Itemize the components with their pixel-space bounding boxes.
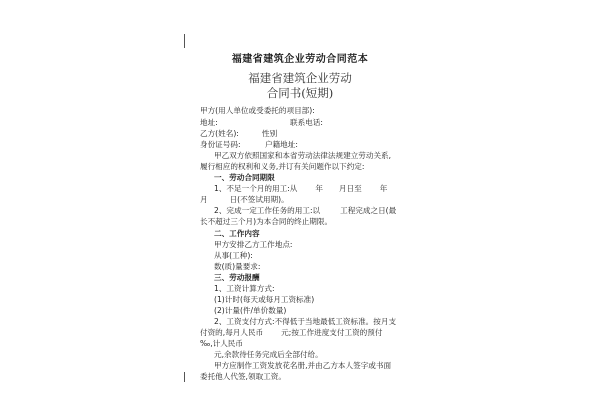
section-2-heading: 二、工作内容 (214, 229, 260, 238)
address-label: 地址: (200, 118, 218, 127)
item-2-line-2: 长不超过三个月)为本合同的终止期限。 (200, 217, 333, 226)
pay-sign-line-2: 委托他人代签,领取工资。 (200, 372, 286, 381)
id-number-label: 身份证号码: (200, 140, 241, 149)
margin-mark-top (184, 34, 185, 48)
section-1-heading: 一、劳动合同期限 (214, 173, 275, 182)
item-2-start: 2、完成一定工作任务的用工:以 (214, 206, 321, 215)
household-label: 户籍地址: (265, 140, 298, 149)
wage-calculation-label: 1、工资计算方式: (214, 284, 275, 293)
document-subtitle-line1: 福建省建筑企业劳动 (248, 71, 352, 85)
contact-phone-label: 联系电话: (290, 118, 323, 127)
item-1-month: 月 (200, 195, 208, 204)
document-title: 福建省建筑企业劳动合同范本 (231, 54, 369, 65)
party-a-label: 甲方(用人单位或受委托的项目部): (200, 106, 315, 115)
item-2-tail: 工程完成之日(最 (340, 206, 397, 215)
item-1-from: 1、不足一个月的用工:从 (214, 184, 298, 193)
quantity-requirement-label: 数(质)量要求: (214, 262, 261, 271)
item-1-day: 日(不签试用期)。 (229, 195, 289, 204)
pay-sign-line-1: 甲方应制作工资发放花名册,并由乙方本人签字或书面 (214, 361, 392, 370)
pay-method-line-2 (200, 328, 382, 337)
item-1-year: 年 (315, 184, 323, 193)
work-place-label: 甲方安排乙方工作地点: (214, 240, 293, 249)
item-2-line-1 (214, 206, 396, 215)
engaged-in-label: 从事(工种): (214, 251, 253, 260)
document-subtitle-line2: 合同书(短期) (266, 86, 334, 100)
pay-monthly: 付资的,每月人民币 (200, 328, 264, 337)
time-wage-label: (1)计时(每天或每月工资标准) (214, 295, 315, 304)
pay-method-line-1: 2、工资支付方式:不得低于当地最低工资标准。按月支 (214, 317, 397, 326)
preamble-line-2: 履行相应的权利和义务,并订有关问题作以下约定: (200, 162, 365, 171)
item-1-month-day: 月日至 (338, 184, 362, 193)
section-3-heading: 三、劳动报酬 (214, 273, 260, 282)
party-b-name-label: 乙方(姓名): (200, 129, 239, 138)
preamble-line-1: 甲乙双方依照国家和本省劳动法律法规建立劳动关系, (214, 151, 392, 160)
gender-label: 性别 (262, 129, 278, 138)
piece-wage-label: (2)计量(件/单价数量) (214, 306, 287, 315)
pay-progress: 元;按工作进度支付工资的预付 (281, 328, 383, 337)
item-1-line-1 (214, 184, 387, 193)
item-1-line-2 (200, 195, 289, 204)
pay-method-line-4: 元,余款待任务完成后全部付给。 (214, 350, 323, 359)
pay-method-line-3: ‰,计人民币 (200, 339, 243, 348)
margin-mark-bottom (184, 372, 185, 382)
item-1-year-2: 年 (379, 184, 388, 193)
